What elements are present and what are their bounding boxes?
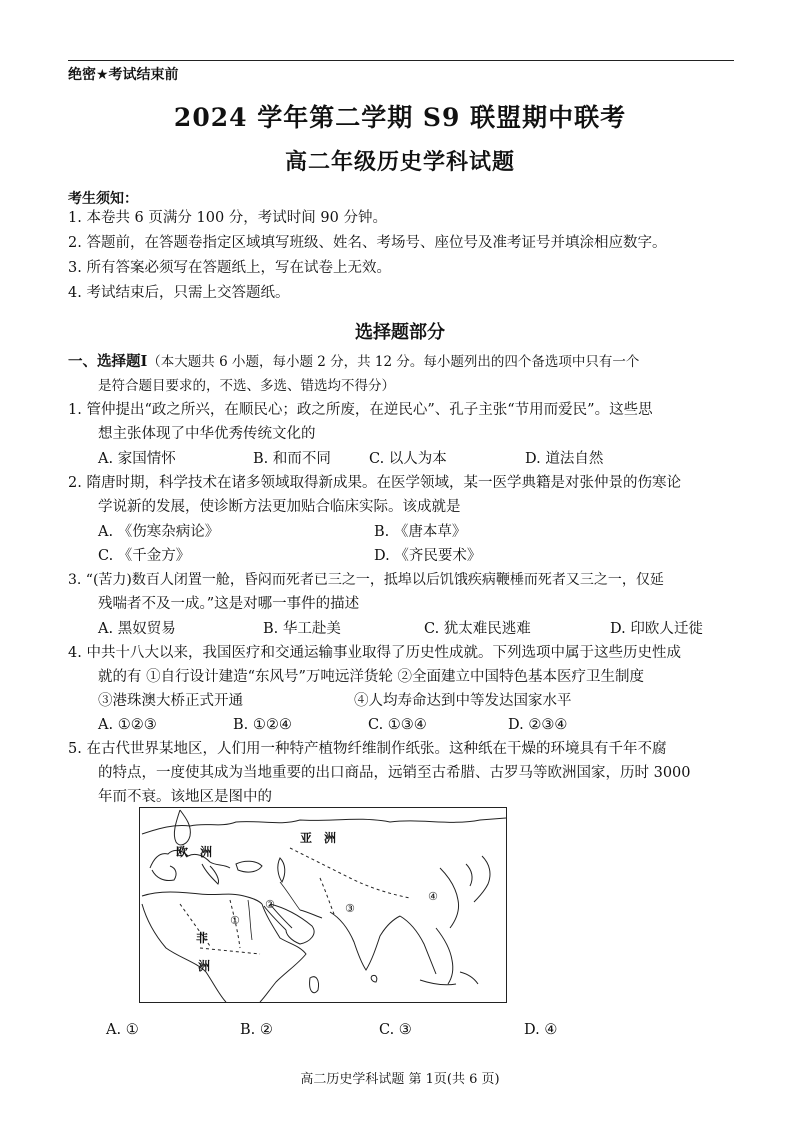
part-desc-1: （本大题共 6 小题，每小题 2 分，共 12 分。每小题列出的四个备选项中只有一个 [147, 354, 640, 370]
q1-option-a: A. 家国情怀 [98, 451, 176, 467]
part-label: 一、选择题Ⅰ [68, 353, 148, 370]
q3-option-d: D. 印欧人迁徙 [610, 621, 703, 637]
map-marker-1: ① [230, 914, 240, 927]
notice-item-4: 4. 考试结束后，只需上交答题纸。 [68, 285, 290, 301]
map-drawing [140, 808, 506, 1002]
top-rule [68, 60, 734, 61]
q3-line-1: 3. “(苦力)数百人闭置一舱，昏闷而死者已三之一，抵埠以后饥饿疾病鞭棰而死者又三之一，仅延 [68, 572, 664, 588]
notice-item-3: 3. 所有答案必须写在答题纸上，写在试卷上无效。 [68, 260, 391, 276]
q5-option-d: D. ④ [524, 1022, 558, 1038]
exam-title: 2024 学年第二学期 S9 联盟期中联考 [173, 103, 627, 132]
q3-option-c: C. 犹太难民逃难 [424, 621, 531, 637]
part-desc-2: 是符合题目要求的，不选、多选、错选均不得分） [98, 378, 395, 394]
q4-option-d: D. ②③④ [508, 717, 568, 733]
page-footer: 高二历史学科试题 第 1页(共 6 页) [300, 1072, 500, 1087]
q3-option-a: A. 黑奴贸易 [98, 621, 176, 637]
map-label-asia: 亚 洲 [300, 831, 337, 845]
q2-line-1: 2. 隋唐时期，科学技术在诸多领域取得新成果。在医学领域，某一医学典籍是对张仲景的伤寒论 [68, 475, 681, 491]
q4-item-4: ④人均寿命达到中等发达国家水平 [354, 693, 572, 709]
map-label-africa-1: 非 [196, 931, 209, 945]
q5-line-1: 5. 在古代世界某地区，人们用一种特产植物纤维制作纸张。这种纸在干燥的环境具有千年不腐 [68, 741, 667, 757]
q5-option-a: A. ① [106, 1022, 139, 1038]
confidential-mark: 绝密★考试结束前 [68, 67, 179, 83]
rivers [248, 882, 300, 940]
notice-item-2: 2. 答题前，在答题卷指定区域填写班级、姓名、考场号、座位号及准考证号并填涂相应数字。 [68, 235, 667, 251]
q4-option-a: A. ①②③ [98, 717, 157, 733]
q1-option-c: C. 以人为本 [369, 451, 447, 467]
q1-option-d: D. 道法自然 [525, 451, 604, 467]
map-marker-3: ③ [345, 902, 355, 915]
map-marker-2: ② [265, 898, 275, 911]
q4-line-2: 就的有 ①自行设计建造“东风号”万吨远洋货轮 ②全面建立中国特色基本医疗卫生制度 [98, 669, 645, 685]
exam-subtitle: 高二年级历史学科试题 [284, 149, 515, 175]
q2-line-2: 学说新的发展，使诊断方法更加贴合临床实际。该成就是 [98, 499, 461, 515]
notice-item-1: 1. 本卷共 6 页满分 100 分，考试时间 90 分钟。 [68, 210, 387, 226]
q2-option-b: B. 《唐本草》 [374, 524, 467, 540]
q2-option-c: C. 《千金方》 [98, 548, 191, 564]
q1-line-1: 1. 管仲提出“政之所兴，在顺民心；政之所废，在逆民心”、孔子主张“节用而爱民”。这些思 [68, 402, 653, 418]
world-map-figure [139, 807, 507, 1003]
q5-option-b: B. ② [240, 1022, 273, 1038]
q5-line-2: 的特点，一度使其成为当地重要的出口商品，远销至古希腊、古罗马等欧洲国家，历时 3000 [98, 765, 691, 781]
q3-option-b: B. 华工赴美 [263, 621, 341, 637]
q2-option-a: A. 《伤寒杂病论》 [98, 524, 220, 540]
part-header [68, 352, 639, 372]
q2-option-d: D. 《齐民要术》 [374, 548, 482, 564]
notice-heading: 考生须知： [68, 191, 138, 207]
map-label-africa-2: 洲 [198, 959, 211, 973]
q4-line-1: 4. 中共十八大以来，我国医疗和交通运输事业取得了历史性成就。下列选项中属于这些历史性成 [68, 645, 681, 661]
map-marker-4: ④ [428, 890, 438, 903]
q1-line-2: 想主张体现了中华优秀传统文化的 [98, 426, 316, 442]
q5-line-3: 年而不衰。该地区是图中的 [98, 789, 272, 805]
map-label-europe: 欧 洲 [176, 845, 213, 859]
section-title: 选择题部分 [355, 322, 445, 343]
q5-option-c: C. ③ [379, 1022, 412, 1038]
q4-option-b: B. ①②④ [233, 717, 292, 733]
q3-line-2: 残喘者不及一成。”这是对哪一事件的描述 [98, 596, 360, 612]
q4-item-3: ③港珠澳大桥正式开通 [98, 693, 243, 709]
q1-option-b: B. 和而不同 [253, 451, 331, 467]
q4-option-c: C. ①③④ [368, 717, 427, 733]
